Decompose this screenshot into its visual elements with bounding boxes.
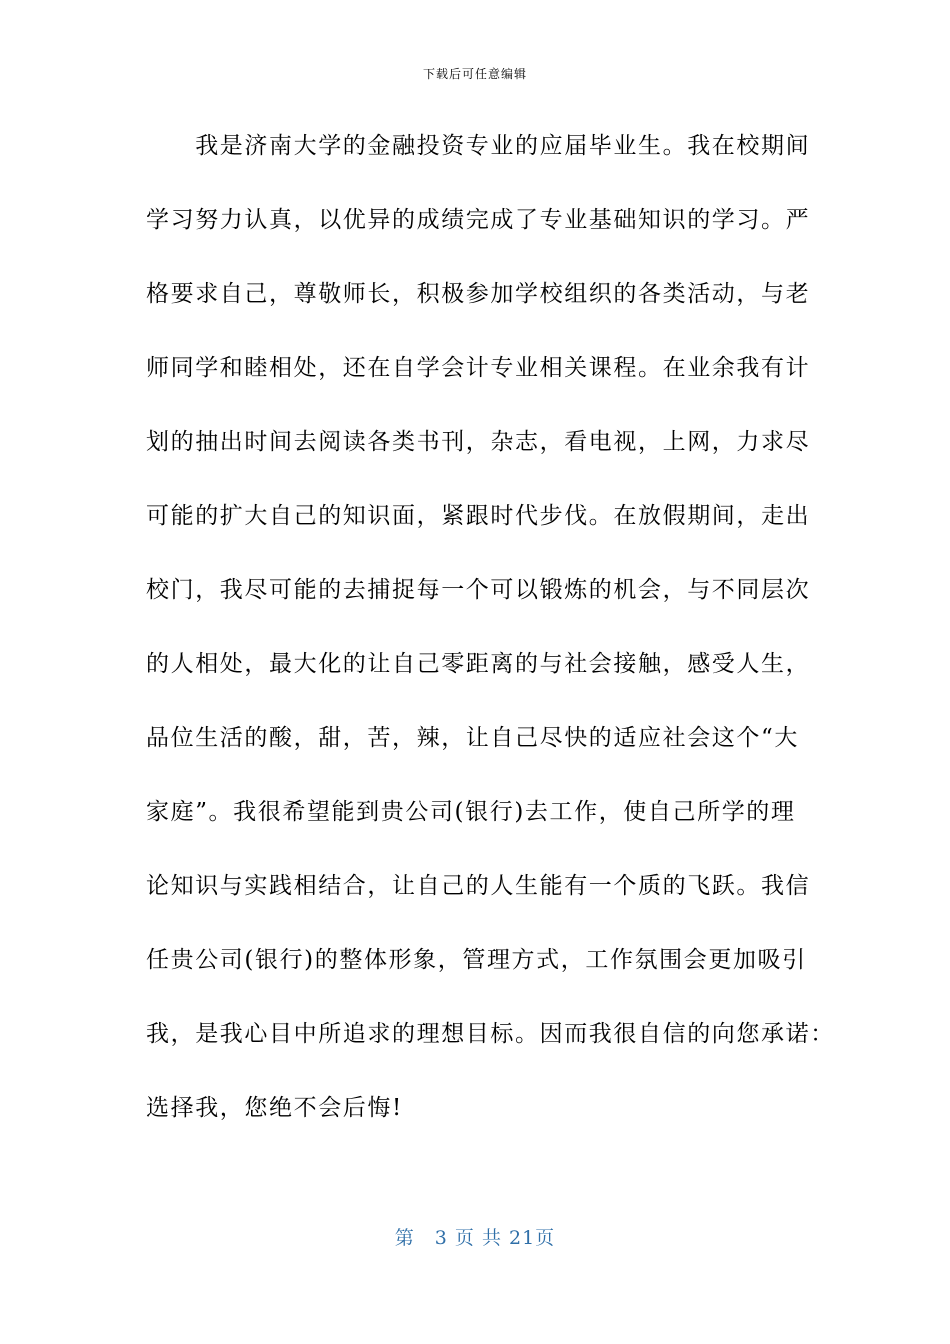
body-line-9: 品位生活的酸，甜，苦，辣，让自己尽快的适应社会这个“大: [146, 725, 799, 751]
page-number-footer: 第 3 页 共 21页: [394, 1227, 556, 1249]
body-line-8: 的人相处，最大化的让自己零距离的与社会接触，感受人生，: [146, 651, 811, 677]
body-line-11: 论知识与实践相结合，让自己的人生能有一个质的飞跃。我信: [146, 873, 811, 899]
body-line-3: 格要求自己，尊敬师长，积极参加学校组织的各类活动，与老: [146, 281, 811, 307]
body-line-5: 划的抽出时间去阅读各类书刊，杂志，看电视，上网，力求尽: [146, 429, 811, 455]
body-line-13: 我，是我心目中所追求的理想目标。因而我很自信的向您承诺：: [146, 1021, 835, 1047]
body-line-12: 任贵公司(银行)的整体形象，管理方式，工作氛围会更加吸引: [146, 947, 807, 973]
body-line-6: 可能的扩大自己的知识面，紧跟时代步伐。在放假期间，走出: [146, 503, 811, 529]
body-line-4: 师同学和睦相处，还在自学会计专业相关课程。在业余我有计: [146, 355, 811, 381]
body-line-10: 家庭”。我很希望能到贵公司(银行)去工作，使自己所学的理: [146, 799, 796, 825]
body-line-2: 学习努力认真，以优异的成绩完成了专业基础知识的学习。严: [146, 207, 811, 233]
body-line-14: 选择我，您绝不会后悔!: [146, 1095, 403, 1121]
body-line-1: 我是济南大学的金融投资专业的应届毕业生。我在校期间: [146, 133, 811, 159]
document-body: [146, 126, 835, 1162]
body-line-7: 校门，我尽可能的去捕捉每一个可以锻炼的机会，与不同层次: [146, 577, 811, 603]
page-header: 下载后可任意编辑: [422, 67, 527, 81]
